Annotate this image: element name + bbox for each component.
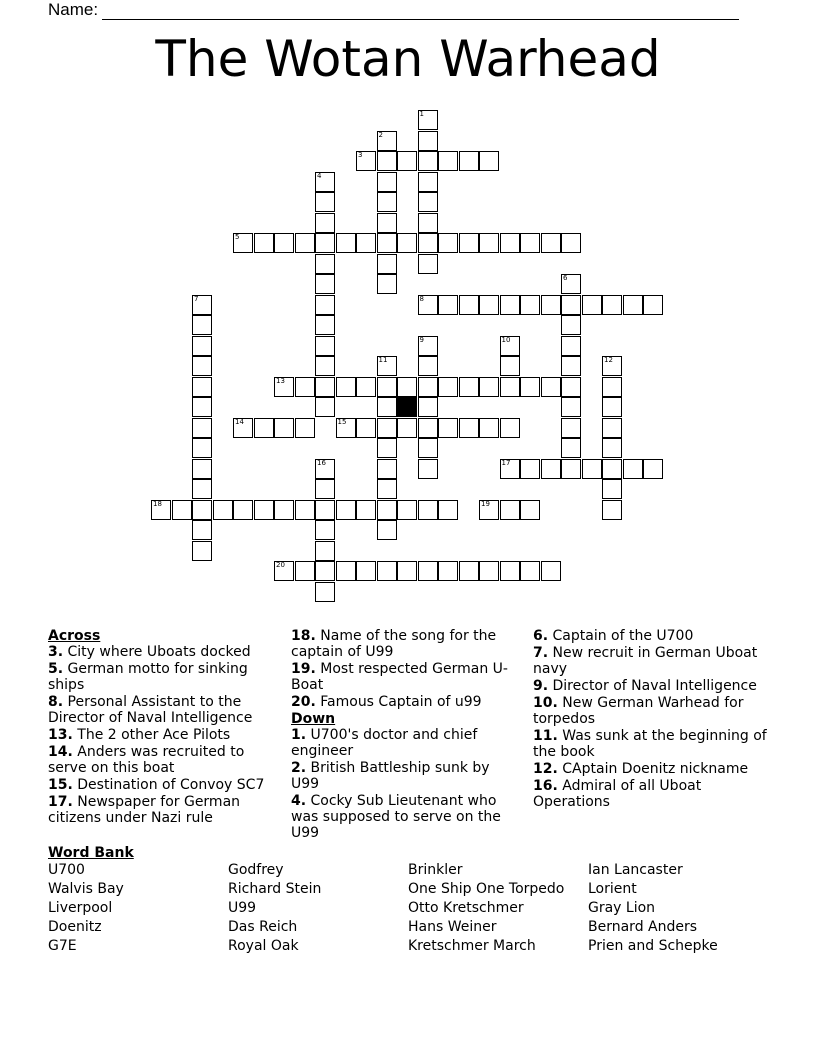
word-bank-item: Kretschmer March: [408, 938, 536, 954]
clue-number: 1.: [291, 727, 307, 743]
grid-cell[interactable]: [561, 315, 581, 335]
grid-cell[interactable]: [315, 397, 335, 417]
grid-cell[interactable]: [192, 397, 212, 417]
page-title: The Wotan Warhead: [155, 30, 661, 88]
grid-cell[interactable]: [561, 336, 581, 356]
grid-cell[interactable]: [315, 582, 335, 602]
clue: [533, 678, 768, 694]
clue-text: Name of the song for the captain of U99: [291, 628, 497, 660]
grid-cell[interactable]: [192, 315, 212, 335]
word-bank-item: G7E: [48, 938, 77, 954]
grid-cell[interactable]: [377, 397, 397, 417]
clue-number-4: 4: [317, 171, 322, 180]
grid-cell[interactable]: [418, 336, 438, 356]
grid-cell[interactable]: [418, 397, 438, 417]
grid-cell[interactable]: [500, 356, 520, 376]
word-bank-item: U99: [228, 900, 257, 916]
clue-number-20: 20: [276, 561, 285, 569]
clue-number: 13.: [48, 727, 73, 743]
word-bank-heading: Word Bank: [48, 845, 134, 861]
clue-number: 19.: [291, 661, 316, 677]
grid-cell[interactable]: [295, 418, 315, 438]
grid-cell[interactable]: [315, 336, 335, 356]
word-bank-item: Prien and Schepke: [588, 938, 718, 954]
clue-text: Cocky Sub Lieutenant who was supposed to serve on the U99: [291, 793, 501, 841]
grid-cell[interactable]: [315, 315, 335, 335]
clue-text: Was sunk at the beginning of the book: [533, 728, 767, 760]
grid-cell[interactable]: [479, 377, 499, 397]
grid-cell[interactable]: [192, 336, 212, 356]
clue-number: 10.: [533, 695, 558, 711]
clue-text: New recruit in German Uboat navy: [533, 645, 758, 677]
word-bank-item: Godfrey: [228, 862, 284, 878]
clues-column-2: [291, 628, 521, 842]
grid-cell[interactable]: [377, 479, 397, 499]
grid-cell[interactable]: [500, 233, 520, 253]
clue: [48, 661, 276, 693]
grid-cell[interactable]: [254, 418, 274, 438]
grid-cell[interactable]: [561, 233, 581, 253]
grid-cell[interactable]: [336, 377, 356, 397]
word-bank-columns: [48, 861, 768, 956]
clue-number-19: 19: [481, 499, 490, 508]
grid-cell[interactable]: [459, 151, 479, 171]
clue-number: 17.: [48, 794, 73, 810]
grid-cell[interactable]: [233, 418, 253, 438]
grid-cell[interactable]: [602, 295, 622, 315]
grid-cell[interactable]: [213, 500, 233, 520]
grid-cell[interactable]: [520, 500, 540, 520]
word-bank-item: Lorient: [588, 881, 637, 897]
grid-cell[interactable]: [541, 295, 561, 315]
grid-cell[interactable]: [643, 459, 663, 479]
grid-cell[interactable]: [336, 500, 356, 520]
word-bank-item: Otto Kretschmer: [408, 900, 524, 916]
clue-number: 5.: [48, 661, 64, 677]
grid-cell[interactable]: [254, 500, 274, 520]
grid-cell[interactable]: [520, 377, 540, 397]
word-bank-item: Richard Stein: [228, 881, 322, 897]
grid-cell[interactable]: [520, 459, 540, 479]
grid-cell[interactable]: [541, 377, 561, 397]
grid-cell[interactable]: [459, 377, 479, 397]
grid-cell[interactable]: [295, 500, 315, 520]
grid-cell[interactable]: [233, 500, 253, 520]
clue-number-5: 5: [235, 233, 240, 241]
word-bank-item: Royal Oak: [228, 938, 299, 954]
grid-cell[interactable]: [479, 500, 499, 520]
grid-cell[interactable]: [459, 233, 479, 253]
grid-cell[interactable]: [315, 233, 335, 253]
grid-cell[interactable]: [377, 131, 397, 151]
grid-cell[interactable]: [643, 295, 663, 315]
grid-cell[interactable]: [418, 295, 438, 315]
grid-cell[interactable]: [418, 438, 438, 458]
grid-cell[interactable]: [151, 500, 171, 520]
grid-cell[interactable]: [356, 418, 376, 438]
grid-cell[interactable]: [418, 356, 438, 376]
grid-cell[interactable]: [192, 541, 212, 561]
clue: [533, 778, 768, 810]
clue-text: Captain of the U700: [548, 628, 694, 644]
clue-number-12: 12: [604, 356, 613, 364]
clue-number: 2.: [291, 760, 307, 776]
clue-number: 15.: [48, 777, 73, 793]
grid-cell[interactable]: [356, 233, 376, 253]
clue-number-10: 10: [501, 335, 511, 344]
word-bank-column: [48, 861, 228, 956]
grid-cell[interactable]: [274, 418, 294, 438]
grid-cell[interactable]: [582, 295, 602, 315]
clue-number: 4.: [291, 793, 307, 809]
clue-text: Personal Assistant to the Director of Naval Intelligence: [48, 694, 253, 726]
grid-cell[interactable]: [336, 233, 356, 253]
clue-number: 11.: [533, 728, 558, 744]
clue-number-14: 14: [235, 417, 244, 426]
grid-cell[interactable]: [254, 233, 274, 253]
word-bank-item: One Ship One Torpedo: [408, 881, 565, 897]
clue-number: 16.: [533, 778, 558, 794]
grid-cell[interactable]: [438, 151, 458, 171]
clue-heading: Across: [48, 628, 101, 644]
grid-cell[interactable]: [459, 561, 479, 581]
grid-cell[interactable]: [602, 397, 622, 417]
grid-cell[interactable]: [315, 274, 335, 294]
clues-column-3: [533, 628, 768, 811]
grid-cell[interactable]: [602, 459, 622, 479]
grid-cell[interactable]: [479, 418, 499, 438]
grid-cell[interactable]: [315, 377, 335, 397]
black-square: [397, 397, 417, 417]
grid-cell[interactable]: [315, 500, 335, 520]
clue-number: 6.: [533, 628, 549, 644]
clue: [533, 761, 768, 777]
clue: [48, 694, 276, 726]
grid-cell[interactable]: [172, 500, 192, 520]
word-bank-item: Doenitz: [48, 919, 102, 935]
grid-cell[interactable]: [418, 213, 438, 233]
grid-cell[interactable]: [500, 459, 520, 479]
clue-number-18: 18: [153, 499, 162, 508]
clue: [291, 661, 521, 693]
word-bank-item: Brinkler: [408, 862, 463, 878]
clue-number-2: 2: [378, 130, 383, 139]
grid-cell[interactable]: [602, 438, 622, 458]
grid-cell[interactable]: [418, 172, 438, 192]
grid-cell[interactable]: [500, 500, 520, 520]
grid-cell[interactable]: [459, 295, 479, 315]
grid-cell[interactable]: [418, 151, 438, 171]
grid-cell[interactable]: [377, 254, 397, 274]
clue: [291, 727, 521, 759]
clue-number: 9.: [533, 678, 549, 694]
grid-cell[interactable]: [561, 377, 581, 397]
grid-cell[interactable]: [295, 233, 315, 253]
grid-cell[interactable]: [623, 459, 643, 479]
clue-number-1: 1: [419, 110, 424, 118]
word-bank-column: [588, 861, 768, 956]
grid-cell[interactable]: [418, 418, 438, 438]
word-bank-item: Liverpool: [48, 900, 113, 916]
clue-number-7: 7: [194, 294, 199, 303]
grid-cell[interactable]: [500, 377, 520, 397]
word-bank-item: U700: [48, 862, 85, 878]
clue-number: 12.: [533, 761, 558, 777]
grid-cell[interactable]: [315, 459, 335, 479]
clue-number: 20.: [291, 694, 316, 710]
clue: [48, 777, 276, 793]
clue-text: Destination of Convoy SC7: [72, 777, 265, 793]
grid-cell[interactable]: [623, 295, 643, 315]
grid-cell[interactable]: [459, 418, 479, 438]
grid-cell[interactable]: [377, 377, 397, 397]
grid-cell[interactable]: [418, 254, 438, 274]
grid-cell[interactable]: [192, 479, 212, 499]
word-bank-item: Das Reich: [228, 919, 298, 935]
grid-cell[interactable]: [377, 520, 397, 540]
grid-cell[interactable]: [418, 377, 438, 397]
grid-cell[interactable]: [602, 500, 622, 520]
clue-text: City where Uboats docked: [63, 644, 251, 660]
grid-cell[interactable]: [418, 459, 438, 479]
grid-cell[interactable]: [602, 418, 622, 438]
grid-cell[interactable]: [561, 438, 581, 458]
grid-cell[interactable]: [192, 295, 212, 315]
clue-number: 3.: [48, 644, 64, 660]
grid-cell[interactable]: [377, 274, 397, 294]
clue-number-13: 13: [276, 376, 285, 385]
grid-cell[interactable]: [418, 192, 438, 212]
word-bank-column: [408, 861, 588, 956]
clue: [48, 644, 276, 660]
grid-cell[interactable]: [438, 295, 458, 315]
grid-cell[interactable]: [192, 438, 212, 458]
grid-cell[interactable]: [356, 377, 376, 397]
clue-text: Famous Captain of u99: [315, 694, 482, 710]
word-bank-item: Walvis Bay: [48, 881, 124, 897]
word-bank-item: Gray Lion: [588, 900, 656, 916]
grid-cell[interactable]: [377, 500, 397, 520]
grid-cell[interactable]: [479, 233, 499, 253]
clue-heading: Down: [291, 711, 336, 727]
grid-cell[interactable]: [561, 397, 581, 417]
grid-cell[interactable]: [356, 500, 376, 520]
grid-cell[interactable]: [192, 520, 212, 540]
clue: [48, 727, 276, 743]
clue-number-9: 9: [419, 335, 424, 344]
grid-cell[interactable]: [295, 561, 315, 581]
clue-text: Admiral of all Uboat Operations: [533, 778, 702, 810]
clue-number-8: 8: [419, 294, 424, 303]
clue-number: 7.: [533, 645, 549, 661]
clue-text: Most respected German U-Boat: [291, 661, 508, 693]
grid-cell[interactable]: [397, 233, 417, 253]
grid-cell[interactable]: [582, 459, 602, 479]
grid-cell[interactable]: [397, 561, 417, 581]
clue-number-17: 17: [501, 458, 511, 467]
grid-cell[interactable]: [274, 561, 294, 581]
grid-cell[interactable]: [192, 377, 212, 397]
grid-cell[interactable]: [397, 418, 417, 438]
clue-text: Newspaper for German citizens under Nazi rule: [48, 794, 241, 826]
clue: [533, 628, 768, 644]
grid-cell[interactable]: [315, 192, 335, 212]
grid-cell[interactable]: [315, 295, 335, 315]
grid-cell[interactable]: [315, 541, 335, 561]
grid-cell[interactable]: [541, 561, 561, 581]
grid-cell[interactable]: [315, 356, 335, 376]
word-bank: [48, 845, 768, 956]
word-bank-item: Bernard Anders: [588, 919, 698, 935]
grid-cell[interactable]: [438, 500, 458, 520]
grid-cell[interactable]: [377, 151, 397, 171]
clue-text: The 2 other Ace Pilots: [72, 727, 231, 743]
grid-cell[interactable]: [479, 151, 499, 171]
grid-cell[interactable]: [561, 295, 581, 315]
grid-cell[interactable]: [418, 110, 438, 130]
grid-cell[interactable]: [315, 254, 335, 274]
grid-cell[interactable]: [520, 295, 540, 315]
clue-text: Anders was recruited to serve on this boat: [48, 744, 245, 776]
clue: [533, 728, 768, 760]
grid-cell[interactable]: [377, 233, 397, 253]
grid-cell[interactable]: [541, 233, 561, 253]
grid-cell[interactable]: [356, 151, 376, 171]
clue: [291, 628, 521, 660]
grid-cell[interactable]: [315, 561, 335, 581]
clue: [533, 645, 768, 677]
grid-cell[interactable]: [377, 356, 397, 376]
clue-text: British Battleship sunk by U99: [291, 760, 490, 792]
grid-cell[interactable]: [438, 377, 458, 397]
grid-cell[interactable]: [274, 377, 294, 397]
grid-cell[interactable]: [397, 151, 417, 171]
clue: [291, 760, 521, 792]
word-bank-item: Ian Lancaster: [588, 862, 683, 878]
grid-cell[interactable]: [336, 418, 356, 438]
grid-cell[interactable]: [418, 500, 438, 520]
grid-cell[interactable]: [377, 192, 397, 212]
grid-cell[interactable]: [500, 336, 520, 356]
grid-cell[interactable]: [315, 520, 335, 540]
grid-cell[interactable]: [561, 356, 581, 376]
clue-text: German motto for sinking ships: [48, 661, 248, 693]
clue-text: New German Warhead for torpedos: [533, 695, 744, 727]
grid-cell[interactable]: [377, 459, 397, 479]
grid-cell[interactable]: [356, 561, 376, 581]
grid-cell[interactable]: [520, 233, 540, 253]
clue-text: CAptain Doenitz nickname: [557, 761, 749, 777]
clue-number-3: 3: [358, 151, 363, 159]
clue-number: 18.: [291, 628, 316, 644]
grid-cell[interactable]: [500, 295, 520, 315]
word-bank-item: Hans Weiner: [408, 919, 497, 935]
clue: [48, 744, 276, 776]
clue-number: 14.: [48, 744, 73, 760]
grid-cell[interactable]: [377, 438, 397, 458]
clue-number-16: 16: [317, 458, 326, 467]
grid-cell[interactable]: [377, 172, 397, 192]
grid-cell[interactable]: [336, 561, 356, 581]
grid-cell[interactable]: [602, 356, 622, 376]
grid-cell[interactable]: [561, 459, 581, 479]
clue: [533, 695, 768, 727]
clue-number-11: 11: [378, 356, 388, 364]
grid-cell[interactable]: [192, 418, 212, 438]
grid-cell[interactable]: [438, 233, 458, 253]
grid-cell[interactable]: [397, 377, 417, 397]
grid-cell[interactable]: [274, 500, 294, 520]
grid-cell[interactable]: [397, 500, 417, 520]
clues-column-1: [48, 628, 276, 827]
grid-cell[interactable]: [418, 233, 438, 253]
grid-cell[interactable]: [377, 213, 397, 233]
grid-cell[interactable]: [233, 233, 253, 253]
grid-cell[interactable]: [418, 131, 438, 151]
grid-cell[interactable]: [192, 356, 212, 376]
grid-cell[interactable]: [274, 233, 294, 253]
grid-cell[interactable]: [295, 377, 315, 397]
grid-cell[interactable]: [438, 561, 458, 581]
grid-cell[interactable]: [438, 418, 458, 438]
grid-cell[interactable]: [479, 561, 499, 581]
grid-cell[interactable]: [315, 479, 335, 499]
grid-cell[interactable]: [602, 479, 622, 499]
clue: [291, 694, 521, 710]
grid-cell[interactable]: [541, 459, 561, 479]
clue-number-6: 6: [563, 274, 568, 282]
clue-text: Director of Naval Intelligence: [548, 678, 757, 694]
grid-cell[interactable]: [602, 377, 622, 397]
grid-cell[interactable]: [520, 561, 540, 581]
grid-cell[interactable]: [418, 561, 438, 581]
grid-cell[interactable]: [192, 459, 212, 479]
grid-cell[interactable]: [192, 500, 212, 520]
clue: [291, 793, 521, 841]
clue-text: U700's doctor and chief engineer: [291, 727, 478, 759]
name-label: Name:: [48, 0, 99, 19]
grid-cell[interactable]: [561, 418, 581, 438]
grid-cell[interactable]: [479, 295, 499, 315]
grid-cell[interactable]: [315, 172, 335, 192]
grid-cell[interactable]: [315, 213, 335, 233]
clue-number-15: 15: [337, 417, 347, 426]
grid-cell[interactable]: [500, 418, 520, 438]
grid-cell[interactable]: [500, 561, 520, 581]
grid-cell[interactable]: [561, 274, 581, 294]
word-bank-column: [228, 861, 408, 956]
grid-cell[interactable]: [377, 418, 397, 438]
grid-cell[interactable]: [377, 561, 397, 581]
clue: [48, 794, 276, 826]
clue-number: 8.: [48, 694, 64, 710]
